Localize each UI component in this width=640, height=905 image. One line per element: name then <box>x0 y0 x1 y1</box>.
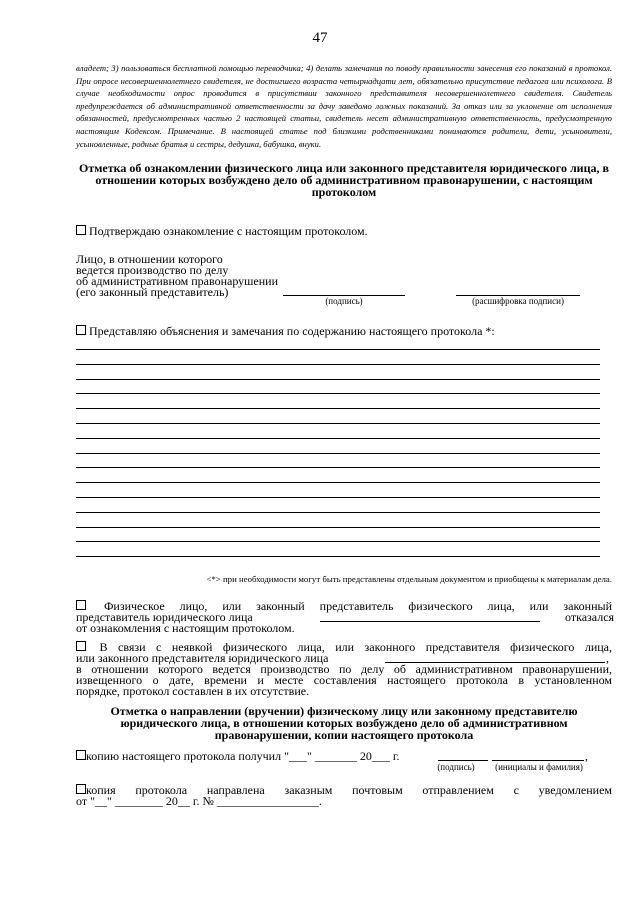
absence-line-5: порядке, протокол составлен в их отсутствие. <box>76 684 310 698</box>
refusal-line-2-right: отказался <box>565 610 615 624</box>
copy-signature-caption: (подпись) <box>437 762 475 772</box>
refusal-text-1: Физическое лицо, или законный представитель физического лица, или законный <box>103 599 613 613</box>
person-label-line-1: Лицо, в отношении которого <box>76 252 223 266</box>
refusal-checkbox[interactable] <box>76 600 86 610</box>
person-label-line-3: об административном правонарушении <box>76 274 279 288</box>
absence-line-2: или законного представителя юридического лица <box>76 651 329 665</box>
explanations-footnote: <*> при необходимости могут быть представлены отдельным документом и приобщены к материалам дела. <box>206 574 612 584</box>
explanation-blank-line[interactable] <box>76 527 600 528</box>
copy-received-label: копию настоящего протокола получил "___" _______ 20___ г. <box>86 749 400 763</box>
copy-initials-line[interactable] <box>492 760 584 761</box>
absence-text-1: В связи с неявкой физического лица, или законного представителя физического лица, <box>99 640 613 654</box>
absence-line-2-end: , <box>606 651 609 665</box>
explanation-blank-line[interactable] <box>76 541 600 542</box>
explanation-blank-line[interactable] <box>76 379 600 380</box>
copy-sent-text-1: копия протокола направлена заказным почтовым отправлением с уведомлением <box>86 783 612 797</box>
refusal-line-3: от ознакомления с настоящим протоколом. <box>76 621 295 635</box>
absence-line-3: в отношении которого ведется производство по делу об административном правонарушении, <box>76 662 612 676</box>
explanation-blank-line[interactable] <box>76 438 600 439</box>
refusal-name-line[interactable] <box>320 621 540 622</box>
explanation-blank-line[interactable] <box>76 467 600 468</box>
section-title-copy-delivery: Отметка о направлении (вручении) физическому лицу или законному представителю юридического лица, в отношении которых возбуждено дело об административном правонарушении, копии настоящего протокола <box>110 704 578 742</box>
explanation-blank-line[interactable] <box>76 423 600 424</box>
copy-sent-line-2: от "__" ________ 20__ г. № _________________. <box>76 794 322 808</box>
page-number: 47 <box>312 30 328 46</box>
explanation-blank-line[interactable] <box>76 364 600 365</box>
explanation-blank-line[interactable] <box>76 512 600 513</box>
person-label-line-2: ведется производство по делу <box>76 263 229 277</box>
copy-sent-checkbox[interactable] <box>76 784 86 794</box>
copy-received-checkbox[interactable] <box>76 750 86 760</box>
explanations-row <box>76 325 495 337</box>
copy-signature-line[interactable] <box>438 760 488 761</box>
explanation-blank-line[interactable] <box>76 453 600 454</box>
explanation-blank-line[interactable] <box>76 408 600 409</box>
signature-decode-caption: (расшифровка подписи) <box>472 296 564 306</box>
section-title-acquaintance: Отметка об ознакомлении физического лица или законного представителя юридического лица, в отношении которых возбуждено дело об административном правонарушении, с настоящим протоколом <box>79 161 609 199</box>
confirm-acquaintance-label: Подтверждаю ознакомление с настоящим протоколом. <box>89 224 368 238</box>
explanations-checkbox[interactable] <box>76 325 86 335</box>
legal-notice-text: владеет; 3) пользоваться бесплатной помощью переводчика; 4) делать замечания по поводу правильности занесения его показаний в протокол. При опросе несовершеннолетнего свидетеля, не достигшего возраста четырнадцати лет, обязательно присутствие педагога или психолога. В случае необходимости опрос проводится в присутствии законного представителя несовершеннолетнего свидетеля. Свидетель предупреждается об административной ответственности за дачу заведомо ложных показаний. За отказ или за уклонение от исполнения обязанностей, предусмотренных частью 2 настоящей статьи, свидетель несет административную ответственность, предусмотренную настоящим Кодексом. Примечание. В настоящей статье под близкими родственниками понимаются родители, дети, усыновители, усыновленные, родные братья и сестры, дедушка, бабушка, внуки. <box>76 63 612 149</box>
confirm-acquaintance-row <box>76 225 368 237</box>
signature-caption: (подпись) <box>325 296 363 306</box>
explanation-blank-line[interactable] <box>76 497 600 498</box>
absence-line-4: извещенного о дате, времени и месте составления настоящего протокола в установленном <box>76 673 612 687</box>
explanation-blank-line[interactable] <box>76 393 600 394</box>
explanation-blank-line[interactable] <box>76 349 600 350</box>
refusal-line-2-left: представитель юридического лица <box>76 610 253 624</box>
explanations-label: Представляю объяснения и замечания по содержанию настоящего протокола *: <box>89 324 495 338</box>
explanation-blank-line[interactable] <box>76 482 600 483</box>
person-label-line-4: (его законный представитель) <box>76 285 229 299</box>
copy-received-end: , <box>585 749 588 763</box>
confirm-acquaintance-checkbox[interactable] <box>76 225 86 235</box>
explanation-blank-line[interactable] <box>76 556 600 557</box>
copy-initials-caption: (инициалы и фамилия) <box>495 762 583 772</box>
copy-received-row <box>76 750 399 762</box>
absence-checkbox[interactable] <box>76 641 86 651</box>
